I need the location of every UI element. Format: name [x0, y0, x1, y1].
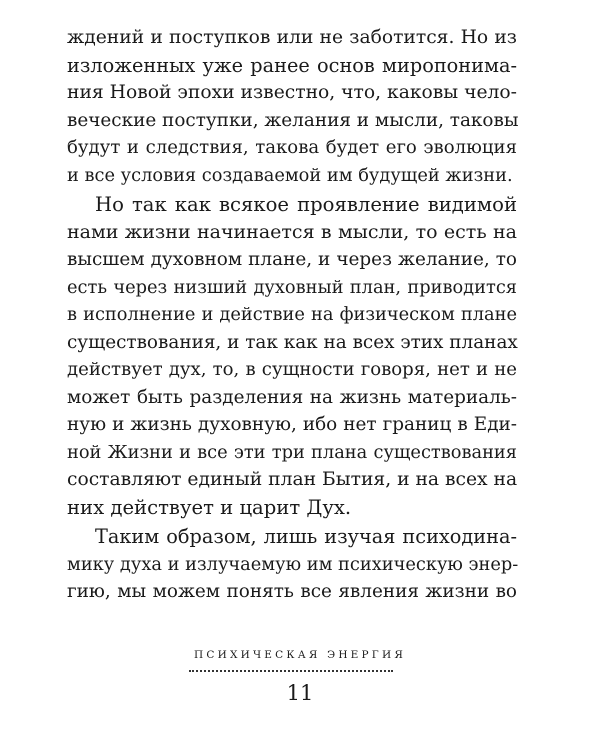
paragraph-3	[67, 523, 517, 606]
dotted-divider	[189, 670, 393, 672]
body-text	[67, 24, 517, 606]
paragraph-1	[67, 24, 517, 189]
text-line: есть через низший духовный план, приводится	[67, 276, 517, 298]
text-line: может быть разделения на жизнь материаль-	[67, 386, 517, 408]
text-line: и все условия создаваемой им будущей жизни.	[67, 164, 513, 186]
paragraph-2	[67, 191, 517, 521]
page-number: 11	[286, 681, 314, 705]
text-line: веческие поступки, желания и мысли, таковы	[67, 109, 519, 131]
text-line: ния Новой эпохи известно, что, каковы чело-	[67, 82, 517, 103]
text-line: гию, мы можем понять все явления жизни во	[67, 581, 517, 602]
text-line: в исполнение и действие на физическом плане	[67, 304, 517, 325]
text-line: ждений и поступков или не заботится. Но из	[67, 27, 517, 48]
text-line: мику духа и излучаемую им психическую энер-	[67, 553, 519, 575]
text-line: нами жизни начинается в мысли, то есть на	[67, 220, 517, 243]
running-title: ПСИХИЧЕСКАЯ ЭНЕРГИЯ	[194, 649, 406, 661]
text-line: будут и следствия, такова будет его эволюция	[67, 137, 517, 158]
text-line: составляют единый план Бытия, и на всех на	[67, 469, 518, 490]
text-line: высшем духовном плане, и через желание, то	[67, 249, 517, 270]
text-line: Но так как всякое проявление видимой	[95, 193, 517, 216]
text-line: существования, и так как на всех этих планах	[67, 331, 518, 353]
text-line: ную и жизнь духовную, ибо нет границ в Еди-	[67, 414, 517, 435]
text-line: Таким образом, лишь изучая психодина-	[95, 525, 517, 548]
text-line: них действует и царит Дух.	[67, 495, 352, 519]
text-line: действует дух, то, в сущности говоря, нет и не	[67, 359, 517, 380]
text-line: ной Жизни и все эти три плана существования	[67, 441, 517, 463]
text-line: изложенных уже ранее основ миропонима-	[67, 53, 517, 77]
